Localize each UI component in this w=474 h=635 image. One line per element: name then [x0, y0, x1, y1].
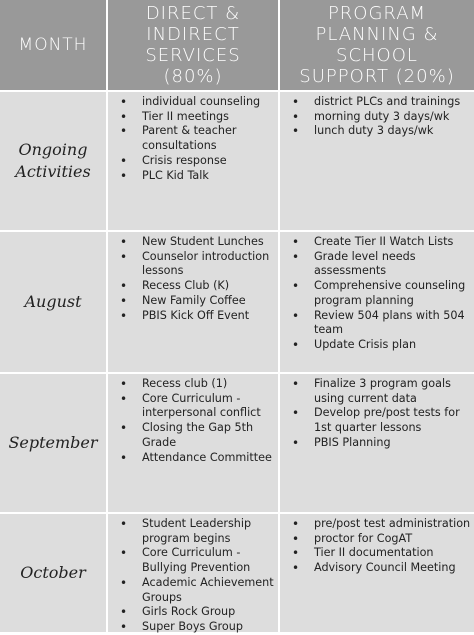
direct-list — [108, 235, 278, 323]
list-item: • New Student Lunches — [108, 235, 278, 250]
list-item: • Academic Achievement Groups — [108, 576, 278, 605]
month-cell-september: September — [0, 374, 106, 512]
list-item: • lunch duty 3 days/wk — [280, 124, 474, 139]
list-item: • Review 504 plans with 504 team — [280, 309, 474, 338]
list-item: • proctor for CogAT — [280, 532, 474, 547]
month-cell-ongoing: Ongoing Activities — [0, 92, 106, 230]
list-item: • Develop pre/post tests for 1st quarter lessons — [280, 406, 474, 435]
program-cell-august — [280, 232, 474, 372]
list-item: • Core Curriculum - interpersonal conflict — [108, 392, 278, 421]
program-list — [280, 235, 474, 353]
header-program-planning — [280, 0, 474, 90]
header-direct-services — [108, 0, 278, 90]
list-item: • Recess Club (K) — [108, 279, 278, 294]
list-item: • Core Curriculum - Bullying Prevention — [108, 546, 278, 575]
list-item: • Update Crisis plan — [280, 338, 474, 353]
header-program-label: PROGRAM PLANNING & SCHOOL SUPPORT (20%) — [299, 3, 455, 87]
list-item: • Advisory Council Meeting — [280, 561, 474, 576]
program-cell-ongoing — [280, 92, 474, 230]
list-item: • Comprehensive counseling program planning — [280, 279, 474, 308]
list-item: • Student Leadership program begins — [108, 517, 278, 546]
list-item: • Create Tier II Watch Lists — [280, 235, 474, 250]
program-cell-october — [280, 514, 474, 632]
direct-cell-ongoing — [108, 92, 278, 230]
program-list — [280, 95, 474, 139]
header-month-label: MONTH — [18, 35, 88, 55]
program-list — [280, 377, 474, 451]
list-item: • PBIS Kick Off Event — [108, 309, 278, 324]
list-item: • New Family Coffee — [108, 294, 278, 309]
list-item: • PLC Kid Talk — [108, 169, 278, 184]
direct-list — [108, 95, 278, 183]
list-item: • Parent & teacher consultations — [108, 124, 278, 153]
list-item: • Tier II documentation — [280, 546, 474, 561]
direct-cell-august — [108, 232, 278, 372]
list-item: • Finalize 3 program goals using current data — [280, 377, 474, 406]
list-item: • Crisis response — [108, 154, 278, 169]
list-item: • pre/post test administration — [280, 517, 474, 532]
header-month — [0, 0, 106, 90]
header-direct-label: DIRECT & INDIRECT SERVICES (80%) — [145, 3, 241, 87]
direct-cell-september — [108, 374, 278, 512]
list-item: • Counselor introduction lessons — [108, 250, 278, 279]
list-item: • morning duty 3 days/wk — [280, 110, 474, 125]
list-item: • Super Boys Group — [108, 620, 278, 635]
month-cell-october: October — [0, 514, 106, 632]
list-item: • Recess club (1) — [108, 377, 278, 392]
list-item: • PBIS Planning — [280, 436, 474, 451]
direct-list — [108, 377, 278, 465]
list-item: • Grade level needs assessments — [280, 250, 474, 279]
month-cell-august: August — [0, 232, 106, 372]
list-item: • Girls Rock Group — [108, 605, 278, 620]
direct-cell-october — [108, 514, 278, 632]
list-item: • district PLCs and trainings — [280, 95, 474, 110]
list-item: • Attendance Committee — [108, 451, 278, 466]
program-cell-september — [280, 374, 474, 512]
list-item: • individual counseling — [108, 95, 278, 110]
list-item: • Closing the Gap 5th Grade — [108, 421, 278, 450]
list-item: • Tier II meetings — [108, 110, 278, 125]
program-list — [280, 517, 474, 576]
direct-list — [108, 517, 278, 635]
